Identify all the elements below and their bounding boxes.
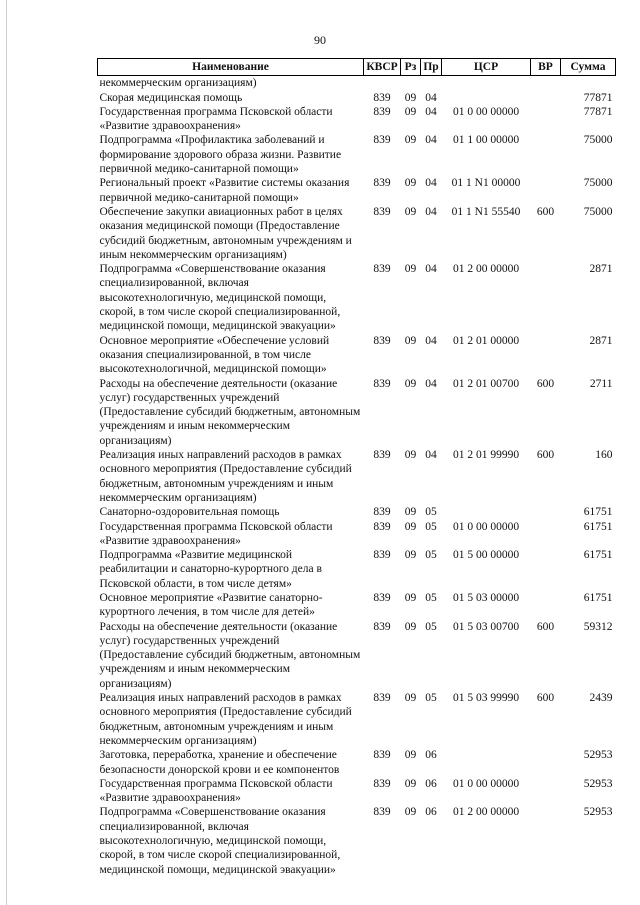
budget-table-container [97, 58, 615, 877]
table-row [98, 91, 616, 105]
cell-name: Реализация иных направлений расходов в рамках основного мероприятия (Предоставление субсидий бюджетным, автономным учреждениям и иным некоммерческим организациям) [99, 449, 352, 504]
header-vr: ВР [531, 59, 561, 76]
cell-csr: 01 2 00 00000 [452, 806, 520, 819]
cell-sum: 52953 [583, 777, 613, 790]
cell-kvsr: 839 [373, 334, 391, 347]
cell-kvsr: 839 [373, 377, 391, 390]
cell-kvsr: 839 [373, 506, 391, 519]
cell-sum: 2871 [589, 334, 613, 347]
cell-kvsr: 839 [373, 806, 391, 819]
cell-name: Государственная программа Псковской области «Развитие здравоохранения» [99, 777, 333, 805]
table-row [98, 377, 616, 448]
cell-pr: 06 [425, 806, 437, 819]
cell-pr: 04 [425, 105, 437, 118]
cell-sum: 2711 [589, 377, 613, 390]
cell-name: Обеспечение закупки авиационных работ в целях оказания медицинской помощи (Предоставление субсидий бюджетным, автономным учреждениям и иным некоммерческим организациям) [99, 205, 352, 261]
header-name: Наименование [98, 59, 364, 76]
table-row [98, 133, 616, 176]
cell-name: Государственная программа Псковской области «Развитие здравоохранения» [99, 520, 333, 547]
cell-sum: 52953 [583, 806, 613, 819]
cell-vr [531, 505, 561, 519]
table-row [98, 520, 616, 549]
cell-csr: 01 5 03 99990 [452, 692, 520, 705]
table-row [98, 334, 616, 377]
cell-csr: 01 5 03 00700 [452, 620, 520, 633]
cell-csr: 01 1 N1 00000 [451, 177, 521, 190]
cell-csr [442, 76, 531, 91]
cell-sum: 75000 [583, 205, 613, 218]
cell-vr [531, 176, 561, 205]
cell-kvsr: 839 [373, 520, 391, 533]
table-row [98, 105, 616, 134]
cell-vr: 600 [536, 205, 555, 218]
cell-vr: 600 [536, 620, 555, 633]
cell-vr [531, 105, 561, 134]
cell-name: Реализация иных направлений расходов в рамках основного мероприятия (Предоставление субсидий бюджетным, автономным учреждениям и иным некоммерческим организациям) [99, 692, 352, 747]
cell-rz: 09 [404, 520, 417, 533]
cell-csr: 01 5 00 00000 [452, 549, 520, 562]
cell-pr [421, 76, 442, 91]
cell-rz: 09 [404, 591, 417, 604]
cell-csr: 01 0 00 00000 [452, 105, 520, 118]
cell-rz: 09 [404, 549, 417, 562]
cell-rz: 09 [404, 620, 417, 633]
cell-csr: 01 0 00 00000 [452, 520, 520, 533]
cell-csr: 01 2 00 00000 [452, 263, 520, 276]
cell-name: Скорая медицинская помощь [99, 91, 243, 104]
cell-csr [442, 748, 531, 777]
table-row [98, 805, 616, 876]
cell-csr: 01 0 00 00000 [452, 777, 520, 790]
cell-sum: 61751 [583, 591, 613, 604]
cell-kvsr: 839 [373, 449, 391, 462]
table-row [98, 205, 616, 262]
cell-csr: 01 1 N1 55540 [451, 205, 521, 218]
cell-vr [531, 591, 561, 620]
table-row [98, 448, 616, 505]
budget-table [97, 58, 616, 877]
cell-rz: 09 [404, 806, 417, 819]
cell-rz: 09 [404, 692, 417, 705]
cell-sum: 61751 [583, 549, 613, 562]
cell-vr [531, 520, 561, 549]
table-row [98, 691, 616, 748]
cell-kvsr: 839 [373, 749, 391, 762]
cell-sum: 52953 [583, 749, 613, 762]
cell-kvsr: 839 [373, 692, 391, 705]
cell-sum: 2871 [589, 263, 613, 276]
cell-name: Основное мероприятие «Обеспечение условий оказания специализированной, в том числе высокотехнологичной, медицинской помощи» [99, 334, 330, 376]
table-row [98, 620, 616, 691]
cell-sum: 77871 [583, 91, 613, 104]
cell-pr: 05 [425, 620, 437, 633]
cell-name: Основное мероприятие «Развитие санаторно-курортного лечения, в том числе для детей» [99, 591, 323, 619]
cell-csr [442, 505, 531, 519]
table-row [98, 748, 616, 777]
cell-vr [531, 262, 561, 333]
cell-rz: 09 [404, 134, 417, 147]
page-edge-line [6, 0, 7, 905]
cell-csr: 01 2 01 00000 [452, 334, 520, 347]
cell-vr [531, 76, 561, 91]
cell-rz: 09 [404, 177, 417, 190]
cell-sum: 61751 [583, 506, 613, 519]
cell-vr [531, 91, 561, 105]
cell-rz: 09 [404, 449, 417, 462]
cell-rz: 09 [404, 263, 417, 276]
cell-kvsr: 839 [373, 105, 391, 118]
header-rz: Рз [401, 59, 421, 76]
cell-sum: 75000 [583, 134, 613, 147]
cell-kvsr: 839 [373, 205, 391, 218]
cell-csr [442, 91, 531, 105]
cell-name: некоммерческим организациям) [99, 77, 257, 90]
cell-name: Санаторно-оздоровительная помощь [99, 506, 280, 519]
table-row [98, 505, 616, 519]
cell-rz: 09 [404, 749, 417, 762]
cell-pr: 04 [425, 377, 437, 390]
cell-rz: 09 [404, 506, 417, 519]
cell-pr: 04 [425, 334, 437, 347]
cell-vr [531, 805, 561, 876]
cell-pr: 06 [425, 777, 437, 790]
cell-pr: 04 [425, 263, 437, 276]
cell-vr: 600 [536, 377, 555, 390]
cell-name: Заготовка, переработка, хранение и обеспечение безопасности донорской крови и ее компонентов [99, 749, 340, 776]
cell-pr: 05 [425, 591, 437, 604]
table-row [98, 262, 616, 333]
cell-name: Региональный проект «Развитие системы оказания первичной медико-санитарной помощи» [99, 177, 350, 204]
cell-sum: 59312 [583, 620, 613, 633]
cell-pr: 04 [425, 449, 437, 462]
cell-rz: 09 [404, 334, 417, 347]
cell-rz: 09 [404, 105, 417, 118]
cell-name: Подпрограмма «Совершенствование оказания специализированной, включая высокотехнологичную, медицинской помощи, скорой, в том числе скорой специализированной, медицинской помощи, медицинской эвакуации» [99, 806, 341, 876]
table-row [98, 176, 616, 205]
cell-pr: 05 [425, 549, 437, 562]
cell-rz: 09 [404, 777, 417, 790]
cell-sum: 77871 [583, 105, 613, 118]
cell-name: Государственная программа Псковской области «Развитие здравоохранения» [99, 105, 333, 133]
header-csr: ЦСР [442, 59, 531, 76]
header-sum: Сумма [561, 59, 616, 76]
table-row [98, 76, 616, 91]
cell-pr: 05 [425, 520, 437, 533]
cell-name: Подпрограмма «Развитие медицинской реабилитации и санаторно-курортного дела в Псковской области, в том числе детям» [99, 549, 322, 590]
cell-rz: 09 [404, 205, 417, 218]
cell-sum: 160 [595, 449, 613, 462]
page-number: 90 [314, 33, 326, 47]
cell-kvsr: 839 [373, 134, 391, 147]
cell-pr: 05 [425, 692, 437, 705]
cell-sum: 75000 [583, 177, 613, 190]
cell-pr: 04 [425, 134, 437, 147]
cell-name: Подпрограмма «Профилактика заболеваний и формирование здорового образа жизни. Развитие первичной медико-санитарной помощи» [99, 134, 342, 176]
cell-kvsr: 839 [373, 549, 391, 562]
cell-vr [531, 334, 561, 377]
header-kvsr: КВСР [364, 59, 401, 76]
cell-pr: 04 [425, 91, 437, 104]
cell-csr: 01 5 03 00000 [452, 591, 520, 604]
cell-sum: 61751 [583, 520, 613, 533]
cell-kvsr: 839 [373, 591, 391, 604]
table-row [98, 777, 616, 806]
table-row [98, 591, 616, 620]
cell-csr: 01 2 01 00700 [452, 377, 520, 390]
cell-vr [531, 548, 561, 591]
header-pr: Пр [421, 59, 442, 76]
cell-rz: 09 [404, 91, 417, 104]
table-row [98, 548, 616, 591]
cell-pr: 04 [425, 205, 437, 218]
table-header-row [98, 59, 616, 76]
cell-sum: 2439 [589, 692, 613, 705]
cell-kvsr: 839 [373, 177, 391, 190]
cell-kvsr: 839 [373, 91, 391, 104]
cell-name: Расходы на обеспечение деятельности (оказание услуг) государственных учреждений (Предоставление субсидий бюджетным, автономным учреждениям и иным некоммерческим организациям) [99, 377, 361, 447]
cell-rz [401, 76, 421, 91]
cell-kvsr: 839 [373, 777, 391, 790]
cell-name: Подпрограмма «Совершенствование оказания специализированной, включая высокотехнологичную, медицинской помощи, скорой, в том числе скорой специализированной, медицинской помощи, медицинской эвакуации» [99, 263, 341, 333]
cell-sum [561, 76, 616, 91]
cell-pr: 04 [425, 177, 437, 190]
table-body [98, 76, 616, 877]
cell-pr: 06 [425, 749, 437, 762]
cell-name: Расходы на обеспечение деятельности (оказание услуг) государственных учреждений (Предоставление субсидий бюджетным, автономным учреждениям и иным некоммерческим организациям) [99, 620, 361, 690]
cell-rz: 09 [404, 377, 417, 390]
cell-csr: 01 1 00 00000 [452, 134, 520, 147]
cell-csr: 01 2 01 99990 [452, 449, 520, 462]
cell-vr [531, 748, 561, 777]
cell-vr [531, 777, 561, 806]
cell-kvsr [364, 76, 401, 91]
cell-vr: 600 [536, 449, 555, 462]
cell-kvsr: 839 [373, 620, 391, 633]
cell-vr: 600 [536, 692, 555, 705]
cell-pr: 05 [425, 506, 437, 519]
cell-vr [531, 133, 561, 176]
cell-kvsr: 839 [373, 263, 391, 276]
